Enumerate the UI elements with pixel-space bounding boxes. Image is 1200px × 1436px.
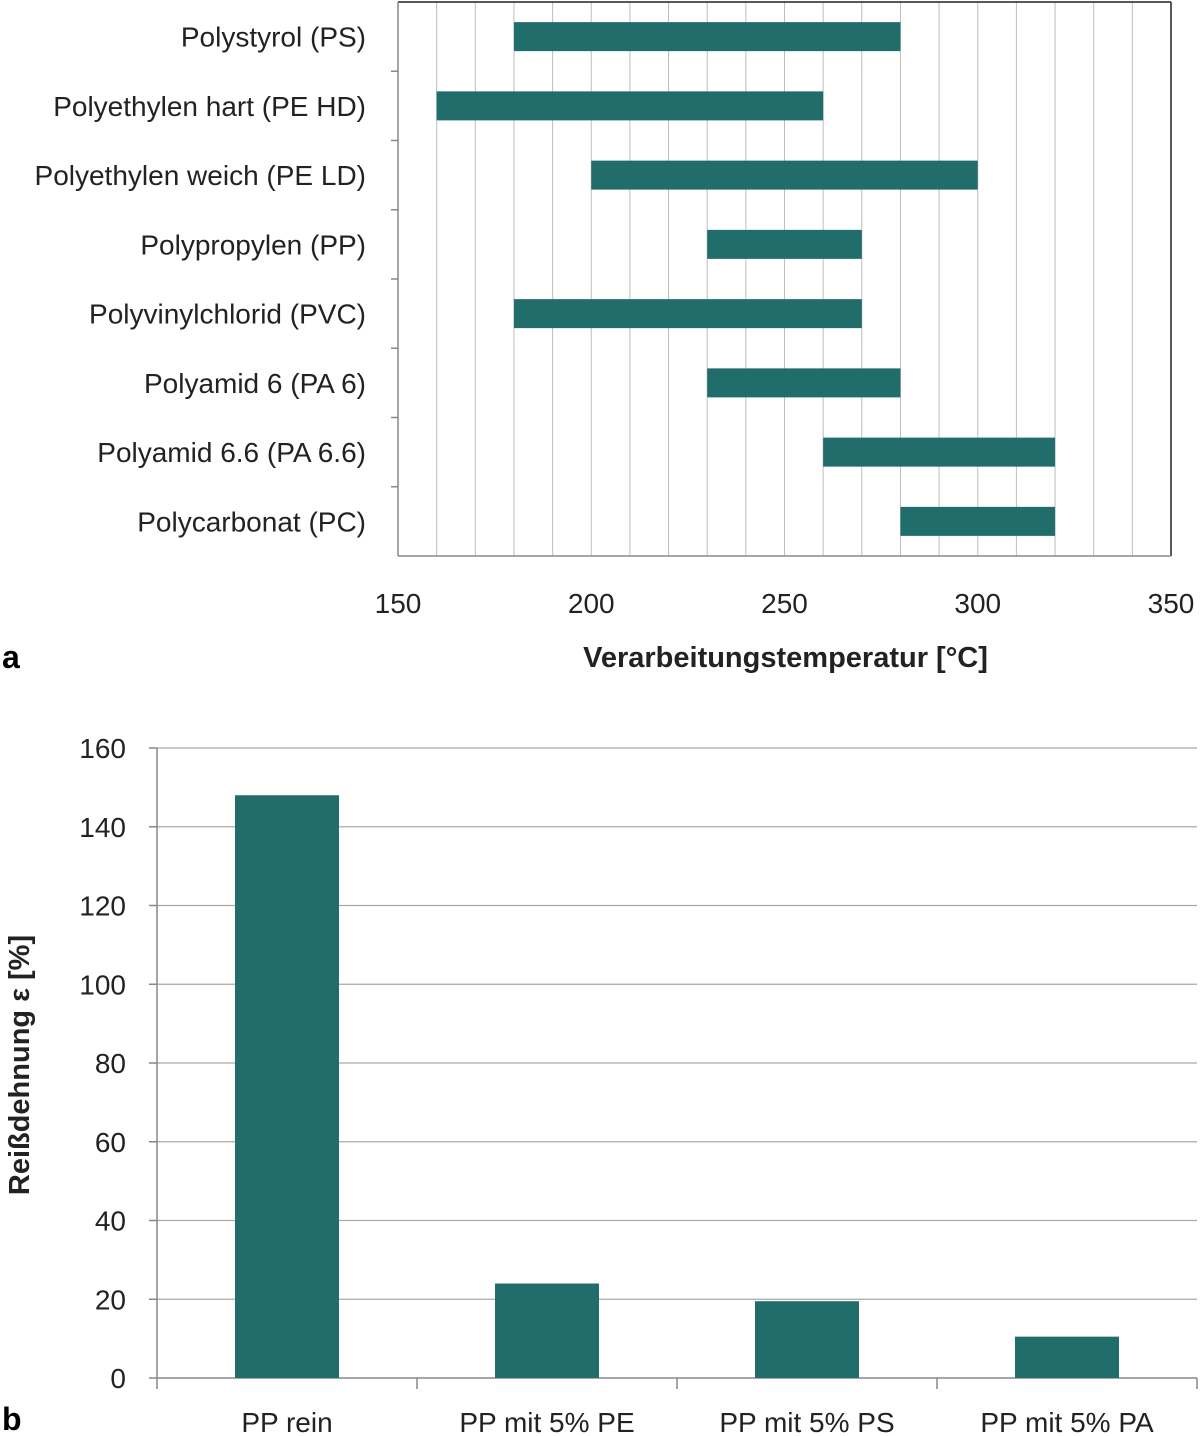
x-axis-title: Verarbeitungstemperatur [°C]: [583, 642, 988, 674]
category-label: Polystyrol (PS): [180, 21, 366, 53]
y-tick-label: 140: [79, 811, 126, 843]
category-label: Polyamid 6.6 (PA 6.6): [97, 437, 366, 469]
category-label: Polyvinylchlorid (PVC): [89, 298, 366, 330]
bar: [495, 1284, 599, 1379]
x-tick-label: 300: [954, 588, 1002, 619]
y-tick-label: 100: [79, 969, 126, 1001]
category-label: Polypropylen (PP): [140, 229, 366, 261]
category-label: PP rein: [241, 1407, 333, 1436]
range-bar: [514, 299, 862, 328]
panel-label-b: b: [2, 1401, 22, 1436]
range-bar: [900, 507, 1055, 536]
y-tick-label: 60: [94, 1126, 126, 1158]
x-tick-label: 250: [761, 588, 808, 619]
range-bar: [707, 368, 900, 397]
category-label: Polyamid 6 (PA 6): [143, 367, 366, 399]
category-label: PP mit 5% PS: [719, 1407, 895, 1436]
y-tick-label: 80: [94, 1048, 126, 1079]
category-label: Polyethylen weich (PE LD): [34, 160, 366, 192]
range-bar: [823, 438, 1055, 467]
category-label: PP mit 5% PA: [980, 1407, 1154, 1436]
category-label: Polyethylen hart (PE HD): [53, 90, 366, 122]
category-label: PP mit 5% PE: [459, 1407, 635, 1436]
x-tick-label: 150: [374, 588, 422, 619]
y-tick-label: 20: [94, 1284, 126, 1316]
x-tick-label: 350: [1147, 588, 1195, 619]
bar: [1015, 1337, 1119, 1378]
y-axis-title: Reißdehnung ε [%]: [4, 934, 36, 1196]
panel-label-a: a: [2, 639, 20, 675]
range-bar: [591, 161, 978, 190]
processing-temperature-chart: [35, 2, 1195, 674]
bar: [235, 795, 339, 1378]
x-tick-label: 200: [567, 588, 615, 619]
y-tick-label: 40: [94, 1205, 126, 1237]
range-bar: [437, 91, 824, 120]
y-tick-label: 0: [110, 1363, 126, 1394]
range-bar: [707, 230, 862, 259]
bar: [755, 1301, 859, 1378]
elongation-at-break-chart: [4, 733, 1197, 1436]
y-tick-label: 160: [79, 733, 126, 764]
y-tick-label: 120: [79, 890, 126, 922]
category-label: Polycarbonat (PC): [137, 506, 366, 538]
range-bar: [514, 22, 901, 51]
